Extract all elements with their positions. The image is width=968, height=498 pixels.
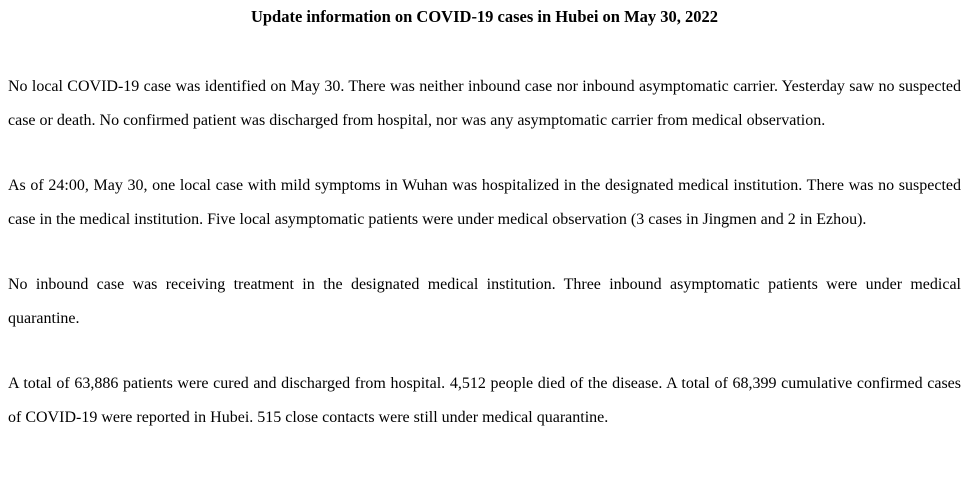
paragraph-inbound-cases: No inbound case was receiving treatment in the designated medical institution. Three inbound asymptomatic patients were under medical quarantine. — [8, 276, 961, 327]
paragraph-daily-summary: No local COVID-19 case was identified on May 30. There was neither inbound case nor inbound asymptomatic carrier. Yesterday saw no suspected case or death. No confirmed patient was discharged from hospital, nor was any asymptomatic carrier from medical observation. — [8, 78, 961, 129]
paragraph-cumulative-totals: A total of 63,886 patients were cured and discharged from hospital. 4,512 people died of the disease. A total of 68,399 cumulative confirmed cases of COVID-19 were reported in Hubei. 515 close contacts were still under medical quarantine. — [8, 375, 961, 426]
paragraph-local-cases: As of 24:00, May 30, one local case with mild symptoms in Wuhan was hospitalized in the designated medical institution. There was no suspected case in the medical institution. Five local asymptomatic patients were under medical observation (3 cases in Jingmen and 2 in Ezhou). — [8, 177, 961, 228]
document-title: Update information on COVID-19 cases in Hubei on May 30, 2022 — [250, 7, 719, 26]
